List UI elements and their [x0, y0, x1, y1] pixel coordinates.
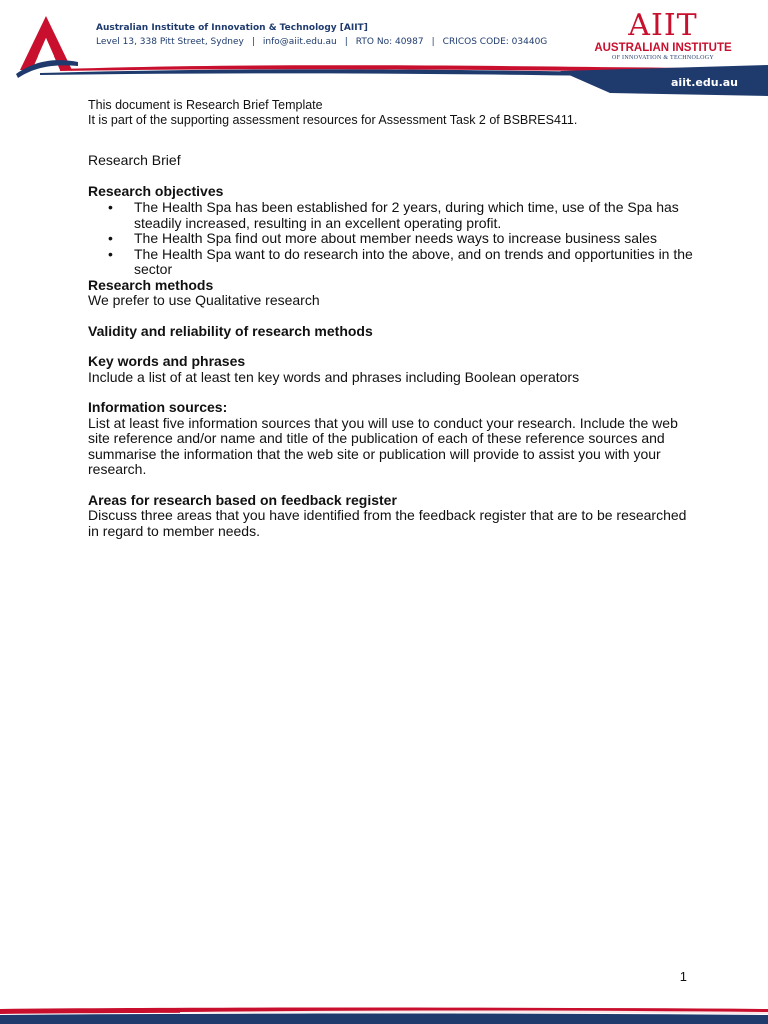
aiit-brand-logo — [588, 10, 738, 62]
keywords-heading: Key words and phrases — [88, 353, 246, 369]
institute-contact-info — [96, 21, 547, 49]
validity-heading: Validity and reliability of research methods — [88, 322, 373, 339]
research-objectives-list — [88, 200, 693, 278]
brand-mark: AIIT — [628, 8, 698, 43]
bullet-icon: • — [108, 245, 113, 262]
separator: | — [251, 37, 255, 47]
list-item — [88, 247, 693, 278]
page-header — [0, 0, 768, 100]
bullet-icon: • — [108, 199, 113, 215]
list-item — [88, 231, 693, 247]
address-text: Level 13, 338 Pitt Street, Sydney — [96, 37, 244, 47]
brand-name: AUSTRALIAN INSTITUTE — [594, 42, 732, 54]
bullet-icon: • — [108, 230, 113, 246]
intro-line-2: It is part of the supporting assessment resources for Assessment Task 2 of BSBRES411. — [88, 112, 578, 127]
institute-name: Australian Institute of Innovation & Technology [AIIT] — [96, 23, 368, 33]
contact-line — [96, 35, 547, 49]
research-methods-heading: Research methods — [88, 276, 214, 293]
email-link[interactable]: info@aiit.edu.au — [262, 37, 337, 47]
list-item-text: The Health Spa want to do research into the above, and on trends and opportunities in the sector — [134, 245, 693, 277]
research-areas-heading: Areas for research based on feedback register — [88, 491, 397, 508]
list-item — [88, 200, 693, 231]
separator: | — [344, 37, 348, 47]
keywords-text: Include a list of at least ten key words and phrases including Boolean operators — [88, 368, 580, 385]
list-item-text: The Health Spa find out more about member needs ways to increase business sales — [134, 230, 657, 246]
research-objectives-heading: Research objectives — [88, 182, 224, 199]
page-number: 1 — [679, 969, 687, 984]
separator: | — [431, 37, 435, 47]
document-title: Research Brief — [88, 152, 181, 168]
footer-swoosh-band — [0, 1005, 768, 1024]
website-link[interactable]: aiit.edu.au — [671, 76, 738, 89]
rto-number: RTO No: 40987 — [355, 37, 424, 47]
brand-subtitle: OF INNOVATION & TECHNOLOGY — [611, 55, 715, 61]
document-body — [88, 98, 693, 539]
cricos-code: CRICOS CODE: 03440G — [442, 37, 548, 47]
research-methods-text: We prefer to use Qualitative research — [88, 292, 320, 308]
intro-block — [88, 98, 693, 127]
research-areas-text: Discuss three areas that you have identified from the feedback register that are to be researched in regard to member needs. — [88, 507, 687, 539]
list-item-text: The Health Spa has been established for 2 years, during which time, use of the Spa has steadily increased, resulting in an excellent operating profit. — [134, 199, 679, 231]
information-sources-text: List at least five information sources that you will use to conduct your research. Include the web site reference and/or name and title of the publication of each of these reference sources and summarise the information that the web site or publication will provide to assist you with your research. — [88, 414, 678, 477]
information-sources-heading: Information sources: — [88, 399, 228, 415]
intro-line-1: This document is Research Brief Template — [88, 98, 323, 112]
